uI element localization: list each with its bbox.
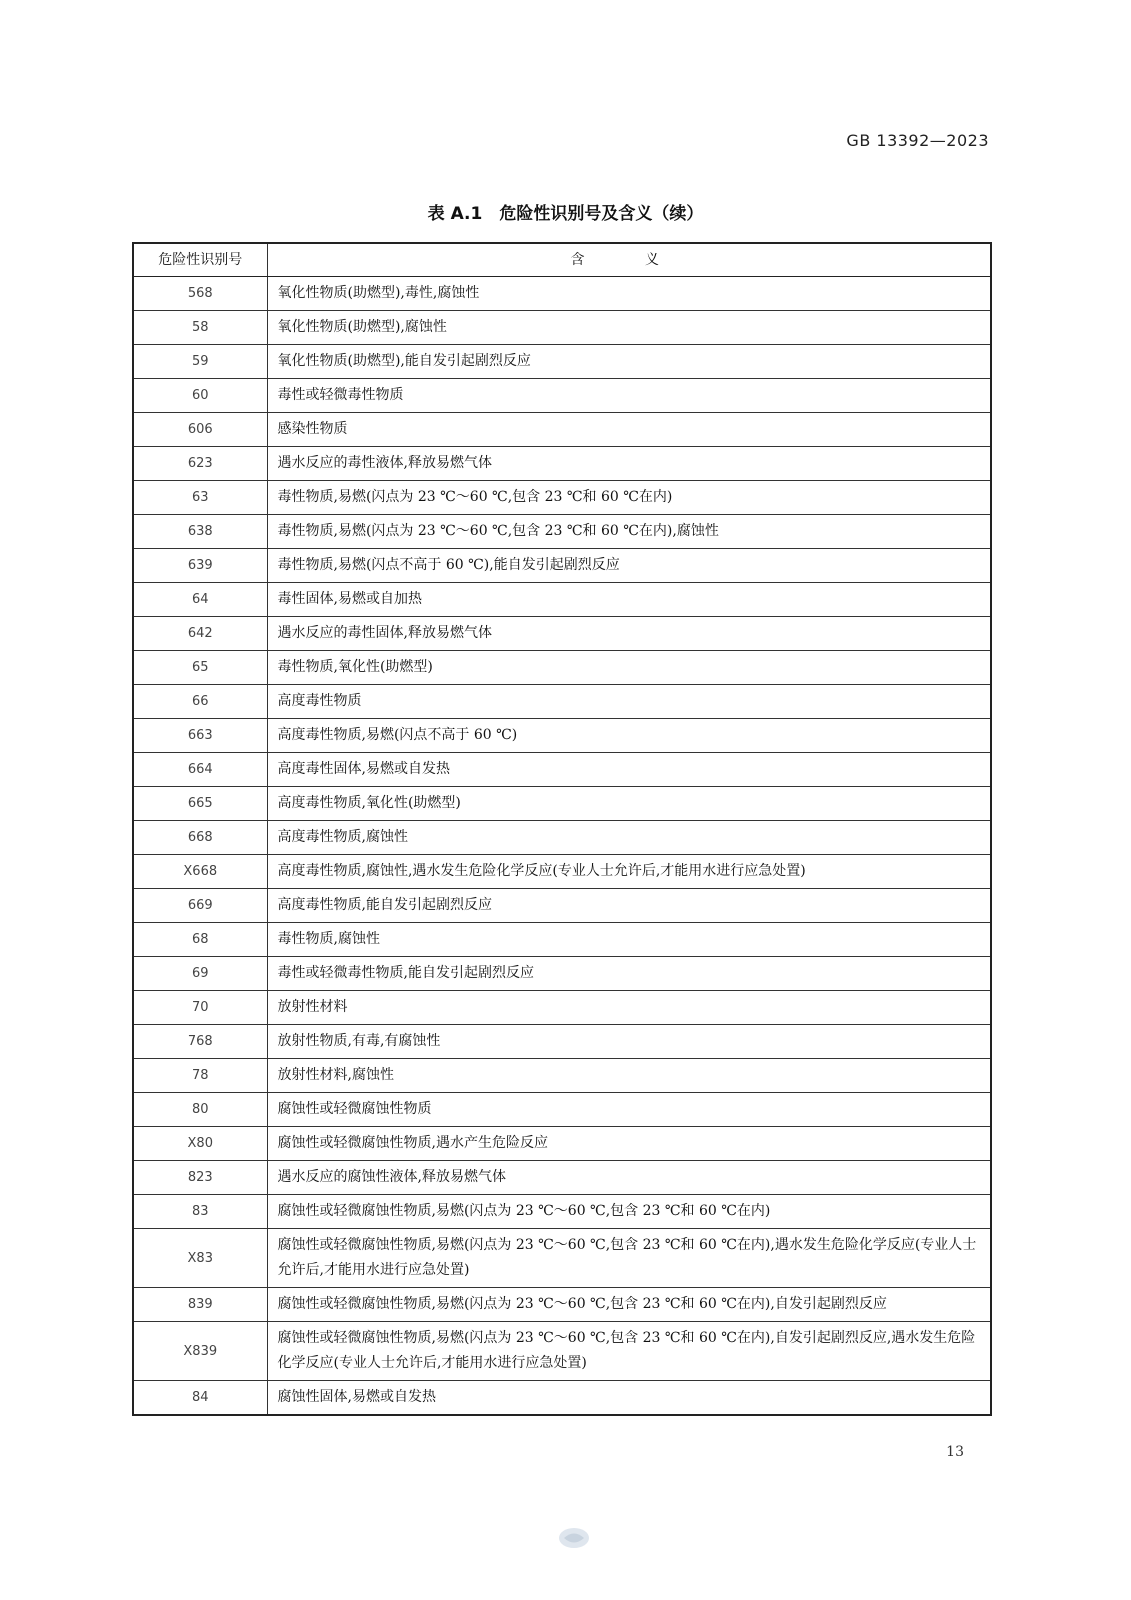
hazard-code-cell: 664	[133, 753, 267, 787]
table-row	[133, 1059, 991, 1093]
hazard-code-cell: 63	[133, 481, 267, 515]
table-row	[133, 923, 991, 957]
table-row	[133, 379, 991, 413]
table-row	[133, 1381, 991, 1416]
table-row	[133, 311, 991, 345]
hazard-code-cell: 80	[133, 1093, 267, 1127]
table-row	[133, 1229, 991, 1288]
column-header-meaning: 含 义	[267, 243, 991, 277]
table-row	[133, 787, 991, 821]
hazard-meaning-cell: 遇水反应的毒性固体,释放易燃气体	[267, 617, 991, 651]
hazard-code-cell: 68	[133, 923, 267, 957]
hazard-meaning-cell: 毒性或轻微毒性物质,能自发引起剧烈反应	[267, 957, 991, 991]
hazard-meaning-cell: 腐蚀性或轻微腐蚀性物质,遇水产生危险反应	[267, 1127, 991, 1161]
hazard-code-cell: 70	[133, 991, 267, 1025]
hazard-code-cell: 64	[133, 583, 267, 617]
table-row	[133, 1195, 991, 1229]
hazard-meaning-cell: 高度毒性物质	[267, 685, 991, 719]
hazard-meaning-cell: 放射性材料	[267, 991, 991, 1025]
hazard-meaning-cell: 遇水反应的毒性液体,释放易燃气体	[267, 447, 991, 481]
table-row	[133, 515, 991, 549]
hazard-code-cell: 58	[133, 311, 267, 345]
page-number: 13	[946, 1444, 964, 1460]
table-row	[133, 821, 991, 855]
hazard-code-cell: 665	[133, 787, 267, 821]
hazard-meaning-cell: 腐蚀性或轻微腐蚀性物质	[267, 1093, 991, 1127]
hazard-meaning-cell: 氧化性物质(助燃型),毒性,腐蚀性	[267, 277, 991, 311]
hazard-code-cell: 638	[133, 515, 267, 549]
table-row	[133, 753, 991, 787]
hazard-code-cell: 663	[133, 719, 267, 753]
hazard-table-container	[132, 242, 990, 1416]
hazard-meaning-cell: 氧化性物质(助燃型),腐蚀性	[267, 311, 991, 345]
hazard-code-cell: 639	[133, 549, 267, 583]
table-row	[133, 991, 991, 1025]
hazard-meaning-cell: 感染性物质	[267, 413, 991, 447]
hazard-meaning-cell: 高度毒性物质,易燃(闪点不高于 60 ℃)	[267, 719, 991, 753]
hazard-meaning-cell: 腐蚀性或轻微腐蚀性物质,易燃(闪点为 23 ℃～60 ℃,包含 23 ℃和 60 ℃在内),自发引起剧烈反应	[267, 1288, 991, 1322]
hazard-meaning-cell: 放射性物质,有毒,有腐蚀性	[267, 1025, 991, 1059]
hazard-meaning-cell: 放射性材料,腐蚀性	[267, 1059, 991, 1093]
table-row	[133, 889, 991, 923]
hazard-meaning-cell: 毒性物质,氧化性(助燃型)	[267, 651, 991, 685]
hazard-code-cell: 668	[133, 821, 267, 855]
hazard-meaning-cell: 腐蚀性或轻微腐蚀性物质,易燃(闪点为 23 ℃～60 ℃,包含 23 ℃和 60 ℃在内),遇水发生危险化学反应(专业人士允许后,才能用水进行应急处置)	[267, 1229, 991, 1288]
hazard-code-cell: 839	[133, 1288, 267, 1322]
hazard-meaning-cell: 毒性或轻微毒性物质	[267, 379, 991, 413]
table-row	[133, 447, 991, 481]
table-row	[133, 685, 991, 719]
hazard-code-cell: 59	[133, 345, 267, 379]
hazard-code-cell: 65	[133, 651, 267, 685]
table-row	[133, 345, 991, 379]
table-row	[133, 1127, 991, 1161]
hazard-meaning-cell: 腐蚀性或轻微腐蚀性物质,易燃(闪点为 23 ℃～60 ℃,包含 23 ℃和 60 ℃在内)	[267, 1195, 991, 1229]
hazard-code-cell: 78	[133, 1059, 267, 1093]
hazard-meaning-cell: 腐蚀性或轻微腐蚀性物质,易燃(闪点为 23 ℃～60 ℃,包含 23 ℃和 60 ℃在内),自发引起剧烈反应,遇水发生危险化学反应(专业人士允许后,才能用水进行应急处置)	[267, 1322, 991, 1381]
hazard-code-cell: X839	[133, 1322, 267, 1381]
table-row	[133, 651, 991, 685]
sac-logo-icon	[558, 1527, 590, 1549]
table-row	[133, 583, 991, 617]
table-row	[133, 413, 991, 447]
column-header-code: 危险性识别号	[133, 243, 267, 277]
table-row	[133, 617, 991, 651]
hazard-code-cell: 606	[133, 413, 267, 447]
hazard-meaning-cell: 高度毒性物质,能自发引起剧烈反应	[267, 889, 991, 923]
hazard-code-cell: 66	[133, 685, 267, 719]
hazard-meaning-cell: 毒性物质,腐蚀性	[267, 923, 991, 957]
table-row	[133, 1161, 991, 1195]
hazard-meaning-cell: 毒性物质,易燃(闪点不高于 60 ℃),能自发引起剧烈反应	[267, 549, 991, 583]
hazard-code-cell: 568	[133, 277, 267, 311]
hazard-code-cell: 69	[133, 957, 267, 991]
table-row	[133, 481, 991, 515]
hazard-meaning-cell: 毒性固体,易燃或自加热	[267, 583, 991, 617]
table-row	[133, 1322, 991, 1381]
hazard-meaning-cell: 氧化性物质(助燃型),能自发引起剧烈反应	[267, 345, 991, 379]
hazard-identification-table	[132, 242, 992, 1416]
hazard-code-cell: 83	[133, 1195, 267, 1229]
hazard-code-cell: X80	[133, 1127, 267, 1161]
table-row	[133, 549, 991, 583]
table-title: 表 A.1 危险性识别号及含义（续）	[427, 204, 704, 224]
hazard-code-cell: 768	[133, 1025, 267, 1059]
hazard-code-cell: 642	[133, 617, 267, 651]
hazard-code-cell: 823	[133, 1161, 267, 1195]
table-row	[133, 719, 991, 753]
hazard-code-cell: 669	[133, 889, 267, 923]
hazard-meaning-cell: 高度毒性物质,腐蚀性	[267, 821, 991, 855]
table-row	[133, 1025, 991, 1059]
hazard-code-cell: X83	[133, 1229, 267, 1288]
hazard-code-cell: X668	[133, 855, 267, 889]
hazard-meaning-cell: 遇水反应的腐蚀性液体,释放易燃气体	[267, 1161, 991, 1195]
table-header-row	[133, 243, 991, 277]
table-body	[133, 277, 991, 1416]
table-row	[133, 1093, 991, 1127]
table-row	[133, 1288, 991, 1322]
hazard-code-cell: 623	[133, 447, 267, 481]
hazard-meaning-cell: 高度毒性物质,氧化性(助燃型)	[267, 787, 991, 821]
hazard-meaning-cell: 毒性物质,易燃(闪点为 23 ℃～60 ℃,包含 23 ℃和 60 ℃在内),腐蚀性	[267, 515, 991, 549]
hazard-code-cell: 84	[133, 1381, 267, 1416]
hazard-meaning-cell: 高度毒性物质,腐蚀性,遇水发生危险化学反应(专业人士允许后,才能用水进行应急处置)	[267, 855, 991, 889]
hazard-meaning-cell: 腐蚀性固体,易燃或自发热	[267, 1381, 991, 1416]
table-row	[133, 855, 991, 889]
hazard-meaning-cell: 高度毒性固体,易燃或自发热	[267, 753, 991, 787]
table-row	[133, 957, 991, 991]
hazard-code-cell: 60	[133, 379, 267, 413]
table-row	[133, 277, 991, 311]
standard-number: GB 13392—2023	[846, 131, 989, 150]
hazard-meaning-cell: 毒性物质,易燃(闪点为 23 ℃～60 ℃,包含 23 ℃和 60 ℃在内)	[267, 481, 991, 515]
